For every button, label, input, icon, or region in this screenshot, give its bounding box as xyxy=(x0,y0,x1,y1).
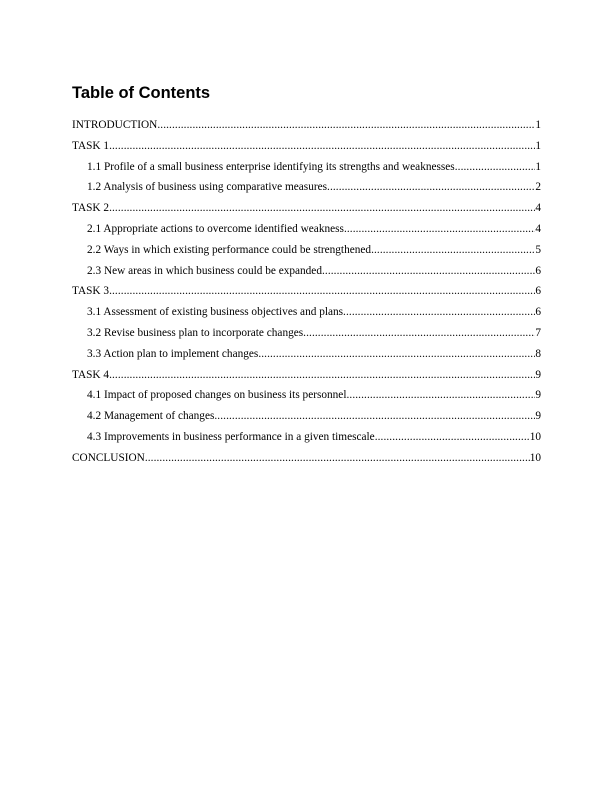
toc-entry-text: 2.3 New areas in which business could be expanded xyxy=(87,264,322,277)
toc-dot-leader xyxy=(303,323,535,344)
toc-entry-text: CONCLUSION xyxy=(72,451,145,464)
toc-dot-leader xyxy=(109,281,535,302)
toc-entry-text: TASK 3 xyxy=(72,285,110,298)
toc-entry[interactable] xyxy=(72,365,541,386)
toc-page-number: 4 xyxy=(535,202,541,215)
toc-entry-text: INTRODUCTION xyxy=(72,119,158,131)
toc-entry-text: 4.2 Management of changes xyxy=(87,410,215,423)
toc-dot-leader xyxy=(455,157,536,178)
toc-dot-leader xyxy=(327,177,535,198)
toc-entry-text: 2.2 Ways in which existing performance could be strengthened xyxy=(87,243,372,256)
toc-dot-leader xyxy=(214,406,535,427)
toc-entry[interactable] xyxy=(72,261,541,282)
toc-entry[interactable] xyxy=(72,240,541,261)
toc-entry-text: TASK 2 xyxy=(72,202,110,215)
toc-entry[interactable] xyxy=(72,219,541,240)
toc-dot-leader xyxy=(109,365,535,386)
toc-page-number: 6 xyxy=(535,306,541,319)
toc-entry[interactable] xyxy=(72,323,541,344)
toc-page-number: 6 xyxy=(535,264,541,277)
toc-entry[interactable] xyxy=(72,177,541,198)
toc-page-number: 10 xyxy=(529,451,541,464)
toc-dot-leader xyxy=(258,344,535,365)
toc-page-number: 5 xyxy=(535,243,541,256)
toc-entry-text: 3.1 Assessment of existing business objectives and plans xyxy=(87,306,344,319)
toc-page-number: 9 xyxy=(535,410,541,423)
toc-page-number: 9 xyxy=(535,368,541,381)
toc-dot-leader xyxy=(145,448,530,469)
toc-dot-leader xyxy=(346,385,535,406)
toc-entry-text: TASK 4 xyxy=(72,368,110,381)
toc-dot-leader xyxy=(109,136,535,157)
toc-page-number: 1 xyxy=(535,160,541,173)
toc-dot-leader xyxy=(344,219,535,240)
toc-entry-text: 4.3 Improvements in business performance in a given timescale xyxy=(87,430,375,443)
toc-entry[interactable] xyxy=(72,448,541,469)
toc-entry[interactable] xyxy=(72,281,541,302)
toc-entry[interactable] xyxy=(72,385,541,406)
toc-entry-text: TASK 1 xyxy=(72,139,110,152)
toc-dot-leader xyxy=(157,115,535,136)
toc-list xyxy=(72,115,541,469)
toc-page-number: 10 xyxy=(529,430,541,443)
toc-entry-text: 1.2 Analysis of business using comparative measures xyxy=(87,181,328,194)
toc-entry[interactable] xyxy=(72,115,541,136)
toc-dot-leader xyxy=(322,261,535,282)
toc-page-number: 9 xyxy=(535,389,541,402)
toc-entry[interactable] xyxy=(72,157,541,178)
toc-entry-text: 3.2 Revise business plan to incorporate changes xyxy=(87,326,304,339)
toc-page-number: 7 xyxy=(535,326,541,339)
toc-entry-text: 3.3 Action plan to implement changes xyxy=(87,347,259,360)
toc-page-number: 1 xyxy=(535,119,541,131)
toc-entry[interactable] xyxy=(72,344,541,365)
toc-dot-leader xyxy=(343,302,535,323)
toc-page-number: 6 xyxy=(535,285,541,298)
toc-page-number: 1 xyxy=(535,139,541,152)
toc-entry[interactable] xyxy=(72,198,541,219)
toc-entry[interactable] xyxy=(72,406,541,427)
toc-dot-leader xyxy=(375,427,530,448)
toc-entry[interactable] xyxy=(72,136,541,157)
toc-entry-text: 2.1 Appropriate actions to overcome identified weakness xyxy=(87,222,344,235)
toc-page-number: 4 xyxy=(535,222,541,235)
toc-entry-text: 4.1 Impact of proposed changes on business its personnel xyxy=(87,389,347,402)
toc-entry-text: 1.1 Profile of a small business enterprise identifying its strengths and weaknesses xyxy=(87,160,455,173)
toc-page-number: 8 xyxy=(535,347,541,360)
toc-dot-leader xyxy=(371,240,535,261)
toc-entry[interactable] xyxy=(72,302,541,323)
toc-title: Table of Contents xyxy=(72,84,211,102)
toc-page-number: 2 xyxy=(535,181,541,194)
toc-entry[interactable] xyxy=(72,427,541,448)
toc-dot-leader xyxy=(109,198,535,219)
